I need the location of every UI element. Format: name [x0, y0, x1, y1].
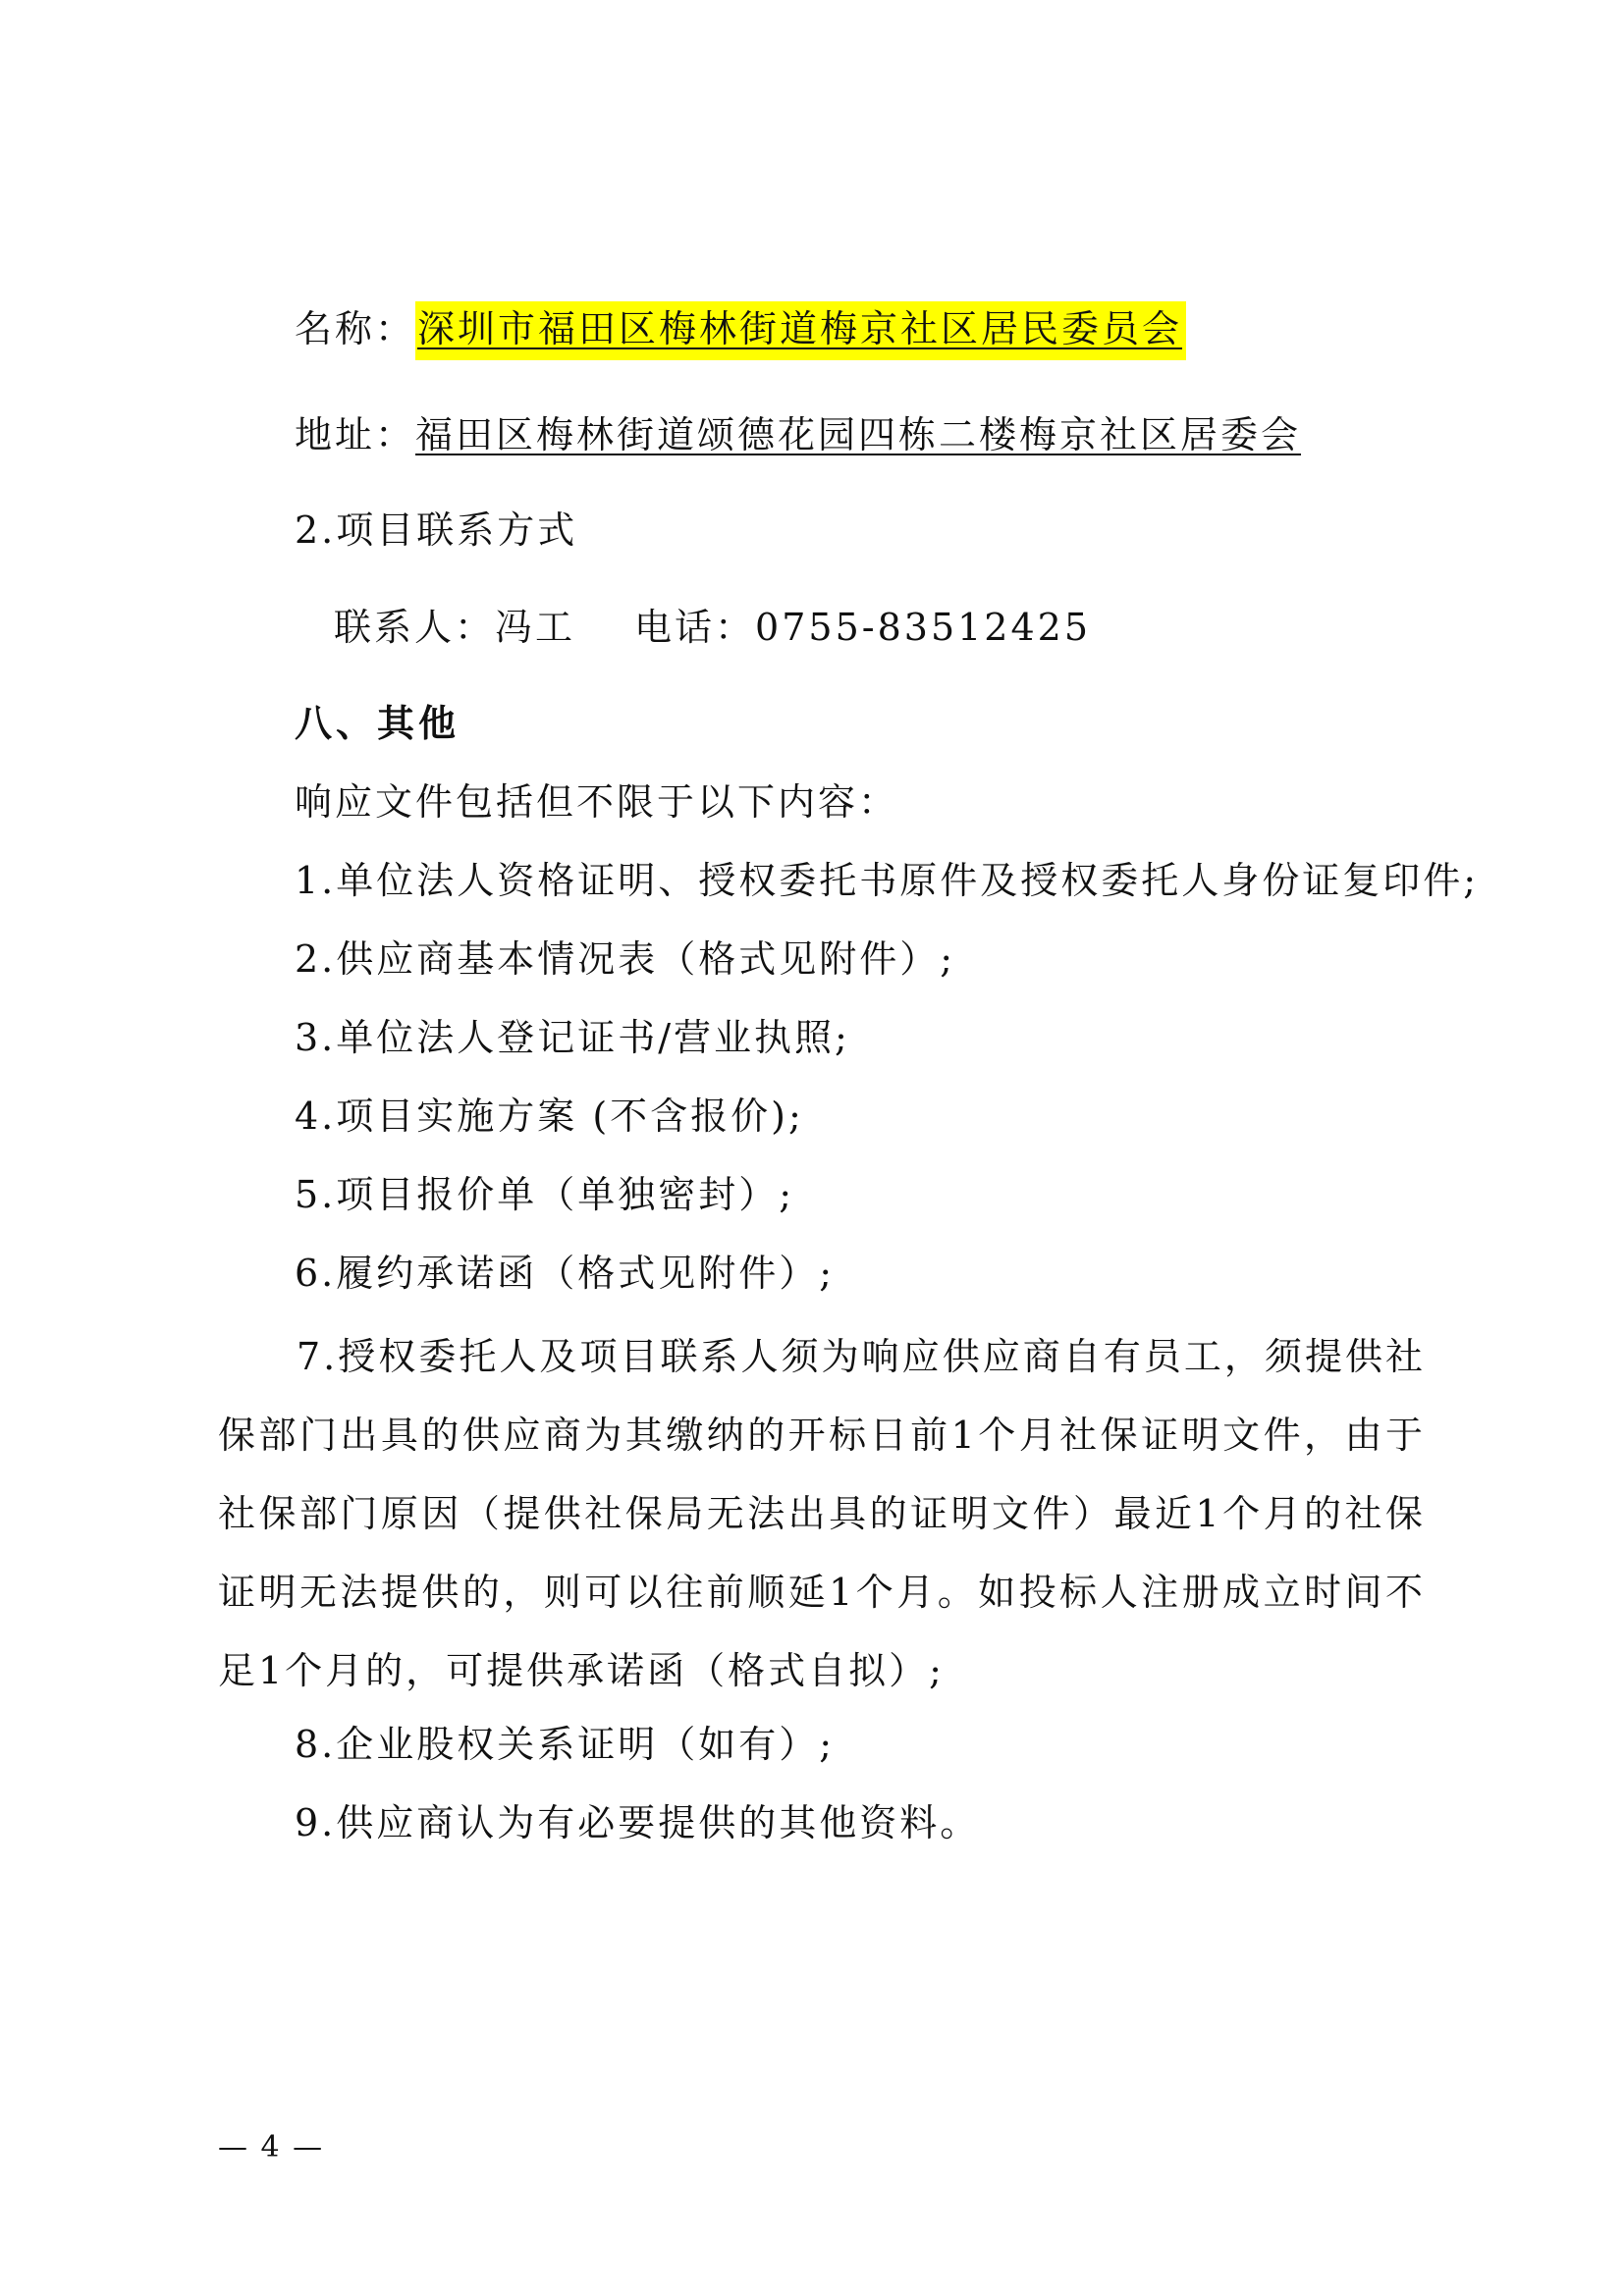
contact-phone-value: 0755-83512425 — [755, 606, 1092, 649]
list-item: 2.供应商基本情况表（格式见附件）; — [295, 937, 956, 981]
org-address-line — [295, 410, 1301, 459]
contact-person-value: 冯工 — [495, 606, 576, 649]
list-item-long: 7.授权委托人及项目联系人须为响应供应商自有员工，须提供社保部门出具的供应商为其缴纳的开标日前1个月社保证明文件，由于社保部门原因（提供社保局无法出具的证明文件）最近1个月的社保证明无法提供的，则可以往前顺延1个月。如投标人注册成立时间不足1个月的，可提供承诺函（格式自拟）; — [218, 1335, 1426, 1692]
other-intro: 响应文件包括但不限于以下内容： — [295, 780, 899, 824]
org-name-line — [295, 304, 1186, 353]
org-name-label: 名称： — [295, 307, 416, 350]
contact-phone-label: 电话： — [634, 606, 756, 649]
list-item: 8.企业股权关系证明（如有）; — [295, 1723, 836, 1766]
list-item: 6.履约承诺函（格式见附件）; — [295, 1252, 836, 1295]
contact-section-title: 2.项目联系方式 — [295, 508, 578, 552]
page-number: — 4 — — [218, 2130, 325, 2164]
org-address-label: 地址： — [295, 413, 416, 456]
org-address-value: 福田区梅林街道颂德花园四栋二楼梅京社区居委会 — [415, 413, 1302, 456]
contact-person-label: 联系人： — [334, 606, 496, 649]
list-item: 5.项目报价单（单独密封）; — [295, 1173, 795, 1216]
list-item: 1.单位法人资格证明、授权委托书原件及授权委托人身份证复印件; — [295, 859, 1480, 902]
org-name-value: 深圳市福田区梅林街道梅京社区居民委员会 — [415, 301, 1186, 360]
contact-line — [334, 603, 1091, 652]
list-item: 4.项目实施方案 (不含报价); — [295, 1095, 804, 1138]
list-item: 9.供应商认为有必要提供的其他资料。 — [295, 1801, 981, 1844]
section-heading-other: 八、其他 — [295, 702, 460, 745]
list-item: 3.单位法人登记证书/营业执照; — [295, 1016, 850, 1059]
